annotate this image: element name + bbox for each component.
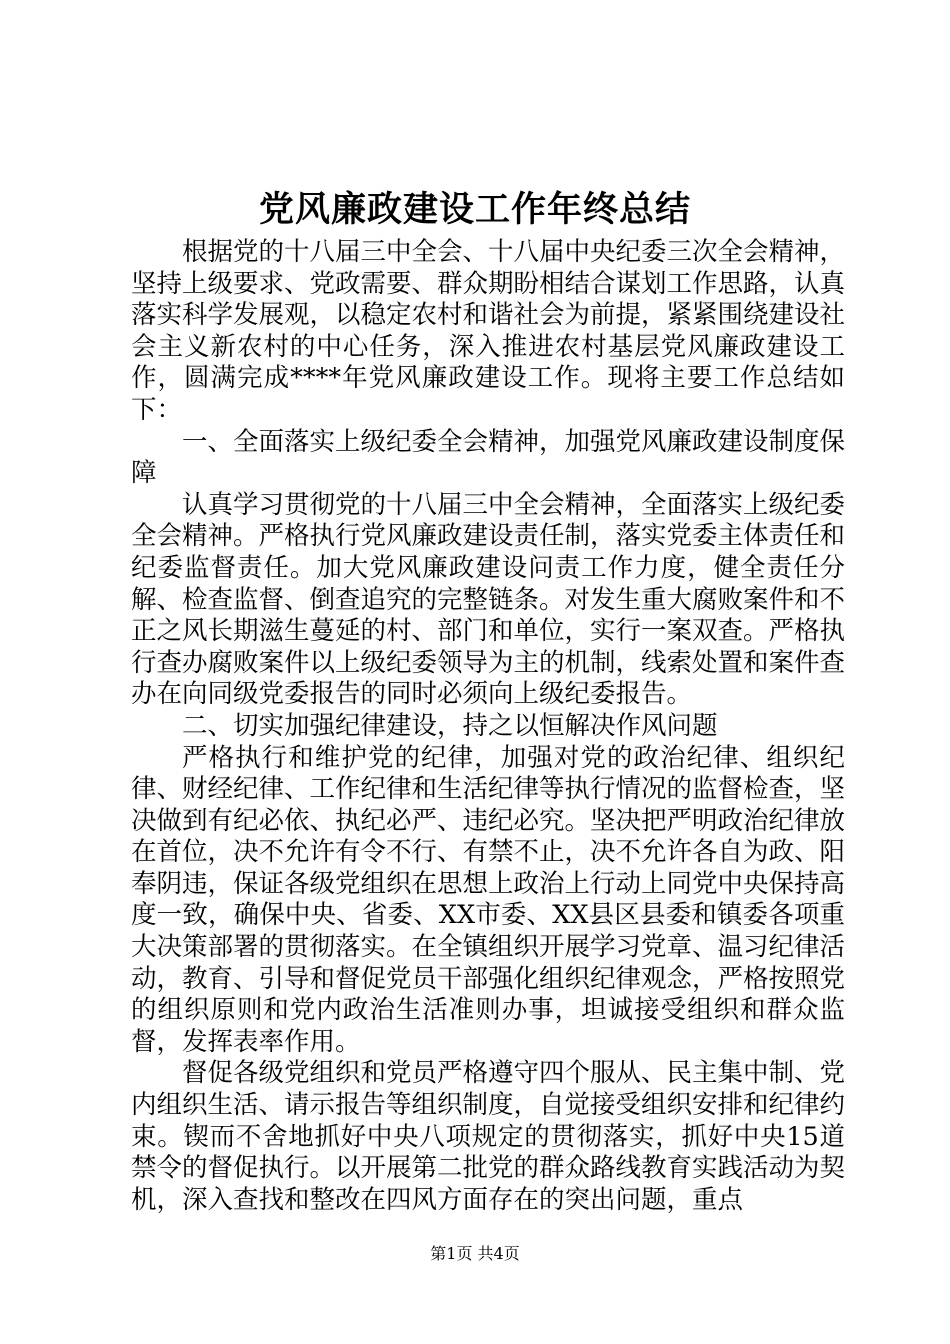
paragraph-intro: 根据党的十八届三中全会、十八届中央纪委三次全会精神，坚持上级要求、党政需要、群众期盼相结合谋划工作思路，认真落实科学发展观，以稳定农村和谐社会为前提，紧紧围绕建设社会主义新农村的中心任务，深入推进农村基层党风廉政建设工作，圆满完成****年党风廉政建设工作。现将主要工作总结如下： — [131, 237, 846, 425]
page-footer: 第1页 共4页 — [430, 1244, 520, 1263]
paragraph-section-2b: 督促各级党组织和党员严格遵守四个服从、民主集中制、党内组织生活、请示报告等组织制度，自觉接受组织安排和纪律约束。锲而不舍地抓好中央八项规定的贯彻落实，抓好中央15道禁令的督促执行。以开展第二批党的群众路线教育实践活动为契机，深入查找和整改在四风方面存在的突出问题，重点 — [131, 1058, 846, 1215]
document-title: 党风廉政建设工作年终总结 — [258, 189, 691, 230]
paragraph-section-2a: 严格执行和维护党的纪律，加强对党的政治纪律、组织纪律、财经纪律、工作纪律和生活纪律等执行情况的监督检查，坚决做到有纪必依、执纪必严、违纪必究。坚决把严明政治纪律放在首位，决不允许有令不行、有禁不止，决不允许各自为政、阳奉阴违，保证各级党组织在思想上政治上行动上同党中央保持高度一致，确保中央、省委、XX市委、XX县区县委和镇委各项重大决策部署的贯彻落实。在全镇组织开展学习党章、温习纪律活动，教育、引导和督促党员干部强化组织纪律观念，严格按照党的组织原则和党内政治生活准则办事，坦诚接受组织和群众监督，发挥表率作用。 — [131, 742, 846, 1057]
paragraph-section-1: 认真学习贯彻党的十八届三中全会精神，全面落实上级纪委全会精神。严格执行党风廉政建设责任制，落实党委主体责任和纪委监督责任。加大党风廉政建设问责工作力度，健全责任分解、检查监督、倒查追究的完整链条。对发生重大腐败案件和不正之风长期滋生蔓延的村、部门和单位，实行一案双查。严格执行查办腐败案件以上级纪委领导为主的机制，线索处置和案件查办在向同级党委报告的同时必须向上级纪委报告。 — [131, 489, 846, 710]
document-body — [131, 237, 845, 1216]
section-heading-1: 一、全面落实上级纪委全会精神，加强党风廉政建设制度保障 — [131, 426, 846, 489]
section-heading-2: 二、切实加强纪律建设，持之以恒解决作风问题 — [182, 710, 718, 741]
